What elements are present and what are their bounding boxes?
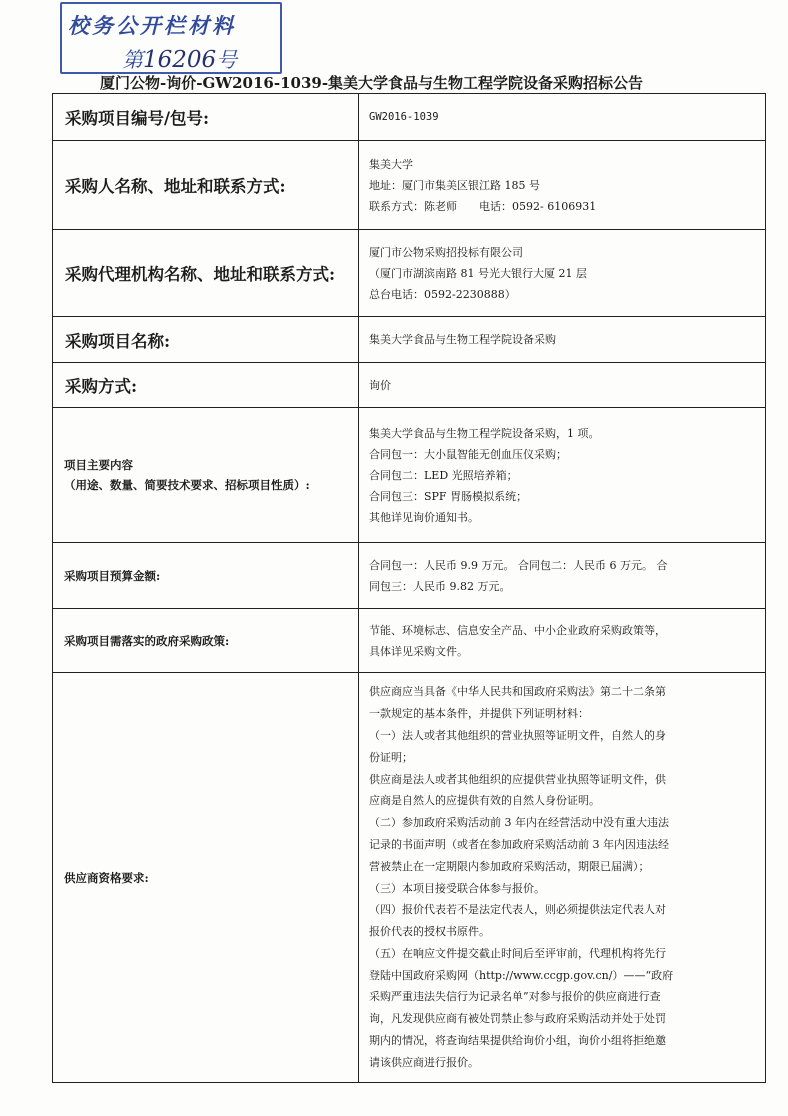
qualification-line: 供应商应当具备《中华人民共和国政府采购法》第二十二条第 — [369, 685, 666, 699]
value-project-name: 集美大学食品与生物工程学院设备采购 — [359, 317, 766, 363]
agency-name: 厦门市公物采购招投标有限公司 — [369, 245, 523, 259]
value-content — [359, 408, 766, 543]
content-line: 集美大学食品与生物工程学院设备采购，1 项。 — [369, 426, 600, 440]
document-title: 厦门公物-询价-GW2016-1039-集美大学食品与生物工程学院设备采购招标公告 — [100, 74, 644, 92]
value-project-no — [359, 94, 766, 141]
value-method: 询价 — [359, 363, 766, 408]
row-agency — [53, 230, 766, 317]
qualification-line: 营被禁止在一定期限内参加政府采购活动，期限已届满）； — [369, 859, 650, 873]
row-policy — [53, 609, 766, 673]
budget-line1: 合同包一：人民币 9.9 万元。 合同包二：人民币 6 万元。 合 — [369, 558, 668, 572]
value-policy — [359, 609, 766, 673]
stamp-suffix: 号 — [216, 48, 238, 72]
label-project-no: 采购项目编号/包号: — [53, 94, 359, 141]
row-project-no — [53, 94, 766, 141]
value-budget — [359, 543, 766, 609]
qualification-line: 期内的情况，将查询结果提供给询价小组，询价小组将拒绝邀 — [369, 1034, 666, 1048]
budget-line2: 同包三：人民币 9.82 万元。 — [369, 579, 511, 593]
label-policy: 采购项目需落实的政府采购政策: — [53, 609, 359, 673]
project-no-text: GW2016-1039 — [369, 111, 439, 123]
qualification-line: 供应商是法人或者其他组织的应提供营业执照等证明文件，供 — [369, 772, 666, 786]
qualification-line: 记录的书面声明（或者在参加政府采购活动前 3 年内因违法经 — [369, 837, 669, 851]
purchaser-name: 集美大学 — [369, 157, 413, 171]
qualification-line: 采购严重违法失信行为记录名单”对参与报价的供应商进行查 — [369, 990, 661, 1004]
qualification-line: 份证明； — [369, 750, 413, 764]
stamp-number-line — [122, 44, 237, 74]
label-purchaser: 采购人名称、地址和联系方式: — [53, 141, 359, 230]
content-label-line1: 项目主要内容 — [64, 458, 133, 472]
content-line: 合同包三：SPF 胃肠模拟系统； — [369, 489, 528, 503]
policy-line2: 具体详见采购文件。 — [369, 644, 468, 658]
value-agency — [359, 230, 766, 317]
qualification-line: 询，凡发现供应商有被处罚禁止参与政府采购活动并处于处罚 — [369, 1012, 666, 1026]
row-purchaser — [53, 141, 766, 230]
content-line: 其他详见询价通知书。 — [369, 510, 479, 524]
announcement-table — [52, 93, 766, 1083]
stamp-number: 16206 — [143, 47, 217, 73]
policy-line1: 节能、环境标志、信息安全产品、中小企业政府采购政策等， — [369, 623, 666, 637]
value-qualification — [359, 673, 766, 1083]
stamp-text: 校务公开栏材料 — [68, 14, 236, 38]
qualification-line: （一）法人或者其他组织的营业执照等证明文件，自然人的身 — [369, 728, 666, 742]
agency-phone: 总台电话：0592-2230888） — [369, 287, 516, 301]
qualification-line: 一款规定的基本条件，并提供下列证明材料： — [369, 707, 589, 721]
row-project-name — [53, 317, 766, 363]
content-line: 合同包二：LED 光照培养箱； — [369, 468, 518, 482]
qualification-line: （五）在响应文件提交截止时间后至评审前，代理机构将先行 — [369, 946, 666, 960]
content-line: 合同包一：大小鼠智能无创血压仪采购； — [369, 447, 567, 461]
qualification-line: 登陆中国政府采购网（http://www.ccgp.gov.cn/）——“政府 — [369, 968, 674, 982]
label-budget: 采购项目预算金额: — [53, 543, 359, 609]
content-label-line2: （用途、数量、简要技术要求、招标项目性质）: — [64, 478, 310, 492]
qualification-line: （四）报价代表若不是法定代表人，则必须提供法定代表人对 — [369, 903, 666, 917]
qualification-line: （二）参加政府采购活动前 3 年内在经营活动中没有重大违法 — [369, 816, 669, 830]
row-content — [53, 408, 766, 543]
label-project-name: 采购项目名称: — [53, 317, 359, 363]
purchaser-contact: 联系方式：陈老师 电话：0592- 6106931 — [369, 199, 597, 213]
label-content — [53, 408, 359, 543]
value-purchaser — [359, 141, 766, 230]
qualification-line: 报价代表的授权书原件。 — [369, 925, 490, 939]
label-method: 采购方式: — [53, 363, 359, 408]
label-qualification: 供应商资格要求: — [53, 673, 359, 1083]
school-stamp — [60, 2, 282, 74]
agency-address: （厦门市湖滨南路 81 号光大银行大厦 21 层 — [369, 266, 587, 280]
qualification-line: 请该供应商进行报价。 — [369, 1055, 479, 1069]
purchaser-address: 地址：厦门市集美区银江路 185 号 — [369, 178, 540, 192]
row-budget — [53, 543, 766, 609]
row-qualification — [53, 673, 766, 1083]
row-method — [53, 363, 766, 408]
stamp-prefix: 第 — [122, 48, 143, 72]
qualification-line: 应商是自然人的应提供有效的自然人身份证明。 — [369, 794, 600, 808]
label-agency: 采购代理机构名称、地址和联系方式: — [53, 230, 359, 317]
qualification-line: （三）本项目接受联合体参与报价。 — [369, 881, 545, 895]
